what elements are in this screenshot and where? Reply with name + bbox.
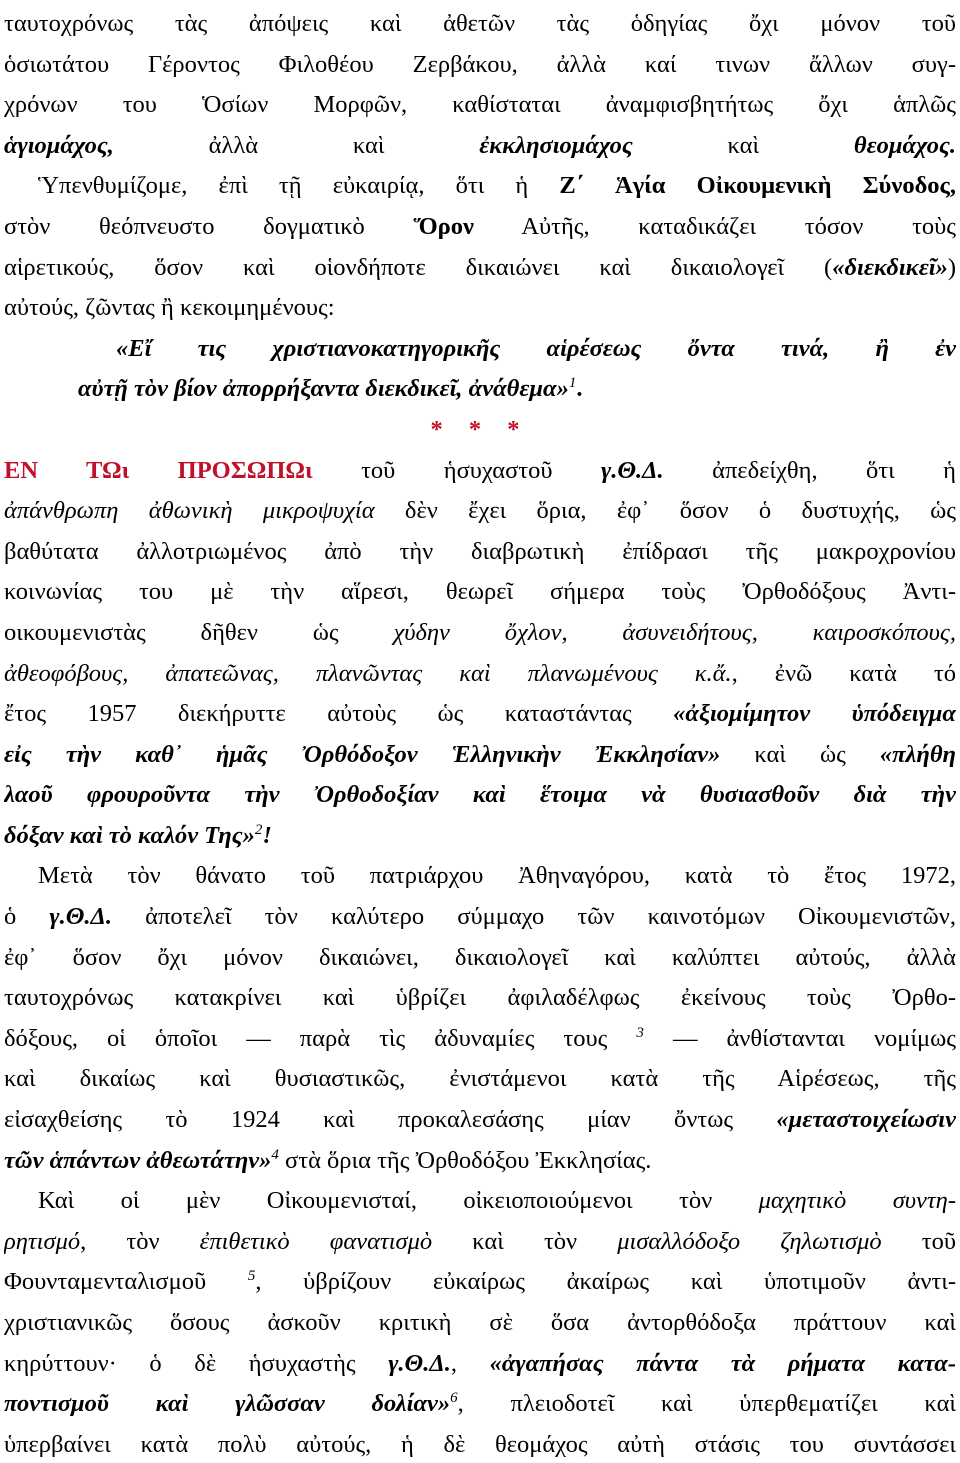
text-run: Φουνταμενταλισμοῦ — [4, 1268, 248, 1296]
text-run: βαθύτατα ἀλλοτριωμένος ἀπὸ τὴν διαβρωτικὴ ἐπίδρασι τῆς μακροχρονίου — [4, 537, 956, 565]
text-run: χριστιανικῶς ὅσους ἀσκοῦν κριτικὴ σὲ ὅσα ἀντορθόδοξα πράττουν καὶ — [4, 1309, 956, 1336]
text-line — [4, 248, 956, 289]
text-run: ἀλλὰ καὶ — [113, 131, 480, 159]
text-line — [4, 45, 956, 86]
quote-line — [4, 329, 956, 370]
text-line — [4, 166, 956, 207]
footnote-ref: 3 — [636, 1024, 644, 1041]
text-run: ἔτος 1957 διεκήρυττε αὐτοὺς ὡς καταστάντας — [4, 700, 674, 728]
footnote-ref: 1 — [568, 375, 577, 392]
text-run: ἀθεοφόβους, ἀπατεῶνας, πλανῶντας καὶ πλανωμένους κ.ἄ. — [4, 659, 732, 687]
text-run: Μετὰ τὸν θάνατο τοῦ πατριάρχου Ἀθηναγόρου, κατὰ τὸ ἔτος 1972, — [38, 862, 956, 890]
text-run: καὶ — [632, 131, 854, 159]
text-run: τοῦ — [881, 1227, 956, 1255]
text-run: Ζ΄ Ἁγία Οἰκουμενικὴ Σύνοδος, — [559, 172, 956, 200]
text-run: ταυτοχρόνως τὰς ἀπόψεις καὶ ἀθετῶν τὰς ὁδηγίας ὄχι μόνον τοῦ — [4, 10, 956, 37]
text-run: . — [576, 375, 583, 403]
text-run: , πλειοδοτεῖ καὶ ὑπερθεματίζει καὶ — [457, 1390, 956, 1418]
text-run: αἱρετικούς, ὅσον καὶ οἱονδήποτε δικαιώνει καὶ δικαιολογεῖ ( — [4, 253, 833, 281]
text-run: μαχητικὸ συντη- — [758, 1187, 956, 1215]
text-run: Αὐτῆς, καταδικάζει τόσον τοὺς — [474, 212, 956, 240]
text-run: ἀπεδείχθη, ὅτι ἡ — [663, 456, 956, 484]
text-run: ὑπερβαίνει κατὰ πολὺ αὐτούς, ἡ δὲ θεομάχος αὐτὴ στάσις του συντάσσει — [4, 1430, 956, 1458]
text-run: ὁσιωτάτου Γέροντος Φιλοθέου Ζερβάκου, ἀλλὰ καί τινων ἄλλων συγ- — [4, 50, 956, 78]
text-line — [4, 735, 956, 776]
text-run: γ.Θ.Δ. — [49, 903, 113, 931]
text-run: καὶ ὡς — [720, 740, 880, 768]
text-run: ! — [262, 821, 272, 849]
text-run: μισαλλόδοξο ζηλωτισμὸ — [617, 1227, 882, 1255]
text-run: αὐτούς, ζῶντας ἢ κεκοιμημένους: — [4, 294, 335, 322]
text-line — [4, 451, 956, 492]
text-run: ) — [947, 253, 956, 281]
text-run: χρόνων του Ὁσίων Μορφῶν, καθίσταται ἀναμφισβητήτως ὄχι ἁπλῶς — [4, 91, 956, 119]
text-line — [4, 491, 956, 532]
text-line — [4, 1262, 956, 1303]
text-line — [4, 1344, 956, 1385]
text-run: τοῦ ἡσυχαστοῦ — [312, 456, 601, 484]
text-run: κηρύττουν· ὁ δὲ ἡσυχαστὴς — [4, 1349, 389, 1377]
text-run: κοινωνίας του μὲ τὴν αἵρεσι, θεωρεῖ σήμερα τοὺς Ὀρθοδόξους Ἀντι- — [4, 578, 956, 606]
text-run: τῶν ἁπάντων ἀθεωτάτην» — [4, 1146, 272, 1174]
text-line — [4, 1303, 956, 1344]
text-line — [4, 694, 956, 735]
text-run: λαοῦ φρουροῦντα τὴν Ὀρθοδοξίαν καὶ ἕτοιμα νὰ θυσιασθοῦν διὰ τὴν — [4, 781, 956, 809]
text-run: θεομάχος. — [853, 131, 956, 159]
text-line — [4, 1059, 956, 1100]
text-run: γ.Θ.Δ. — [601, 456, 664, 484]
text-line — [4, 1181, 956, 1222]
text-run: αὐτῇ τὸν βίον ἀπορρήξαντα διεκδικεῖ, ἀνάθεμα» — [78, 375, 569, 403]
text-line — [4, 654, 956, 695]
text-line — [4, 856, 956, 897]
text-line — [4, 1384, 956, 1425]
text-line — [4, 1141, 956, 1182]
text-run: οικουμενιστὰς δῆθεν ὡς — [4, 618, 394, 646]
text-run: δὲν ἔχει ὅρια, ἐφ᾽ ὅσον ὁ δυστυχής, ὡς — [374, 497, 956, 525]
quote-line — [4, 369, 956, 410]
text-run: «διεκδικεῖ» — [832, 253, 948, 281]
text-line — [4, 897, 956, 938]
text-run: «μεταστοιχείωσιν — [776, 1106, 956, 1134]
text-run: ἐφ᾽ ὅσον ὄχι μόνον δικαιώνει, δικαιολογεῖ καὶ καλύπτει αὐτούς, ἀλλὰ — [4, 943, 956, 971]
text-run: ἀποτελεῖ τὸν καλύτερο σύμμαχο τῶν καινοτόμων Οἰκουμενιστῶν, — [112, 903, 956, 931]
text-run: ἐκκλησιομάχος — [479, 131, 633, 159]
footnote-ref: 2 — [254, 821, 263, 838]
text-run: εἰς τὴν καθ᾽ ἡμᾶς Ὀρθόδοξον Ἑλληνικὴν Ἐκκλησίαν» — [4, 740, 721, 768]
text-run: — ἀνθίστανται νομίμως — [643, 1024, 956, 1052]
text-run: γ.Θ.Δ. — [388, 1349, 451, 1377]
text-run: «πλήθη — [879, 740, 956, 768]
text-line — [4, 288, 956, 329]
text-line — [4, 1019, 956, 1060]
text-run: , — [450, 1349, 490, 1377]
text-line — [4, 1425, 956, 1463]
text-line — [4, 126, 956, 167]
text-run: Ὅρον — [413, 212, 474, 240]
text-line — [4, 4, 956, 45]
section-heading: ΕΝ ΤΩι ΠΡΟΣΩΠΩι — [4, 456, 313, 484]
text-run: , τὸν — [80, 1227, 200, 1255]
text-run: «ἀγαπήσας πάντα τὰ ρήματα κατα- — [489, 1349, 956, 1377]
text-line — [4, 1222, 956, 1263]
text-run: εἰσαχθείσης τὸ 1924 καὶ προκαλεσάσης μίαν ὄντως — [4, 1106, 777, 1134]
text-line — [4, 613, 956, 654]
text-line — [4, 816, 956, 857]
text-run: «Εἴ τις χριστιανοκατηγορικῆς αἱρέσεως ὄντα τινά, ἢ ἐν — [116, 334, 956, 362]
text-run: στὸν θεόπνευστο δογματικὸ — [4, 212, 414, 240]
text-run: καὶ δικαίως καὶ θυσιαστικῶς, ἐνιστάμενοι κατὰ τῆς Αἱρέσεως, τῆς — [4, 1065, 956, 1093]
text-run: στὰ ὅρια τῆς Ὀρθοδόξου Ἐκκλησίας. — [278, 1146, 652, 1174]
text-line — [4, 775, 956, 816]
text-run: «ἀξιομίμητον ὑπόδειγμα — [673, 700, 956, 728]
text-run: ἀπάνθρωπη ἀθωνικὴ μικροψυχία — [4, 497, 375, 525]
footnote-ref: 4 — [271, 1146, 279, 1163]
footnote-ref: 6 — [450, 1390, 458, 1407]
text-line — [4, 1100, 956, 1141]
section-separator — [4, 410, 956, 451]
text-run: ταυτοχρόνως κατακρίνει καὶ ὑβρίζει ἀφιλαδέλφως ἐκείνους τοὺς Ὀρθο- — [4, 984, 956, 1012]
text-run: ἁγιομάχος, — [4, 131, 114, 159]
text-line — [4, 938, 956, 979]
text-line — [4, 532, 956, 573]
text-run: ἐπιθετικὸ φανατισμὸ — [199, 1227, 433, 1255]
text-run: δόξους, οἱ ὁποῖοι — παρὰ τὶς ἀδυναμίες τους — [4, 1024, 637, 1052]
text-line — [4, 978, 956, 1019]
text-run: ρητισμό — [4, 1227, 81, 1255]
text-run: , ἐνῶ κατὰ τό — [731, 659, 956, 687]
text-run: ποντισμοῦ καὶ γλῶσσαν δολίαν» — [4, 1390, 451, 1418]
text-line — [4, 207, 956, 248]
text-run: δόξαν καὶ τὸ καλόν Της» — [4, 821, 255, 849]
text-run: καὶ τὸν — [432, 1227, 618, 1255]
text-run: * * * — [430, 415, 530, 443]
text-run: , ὑβρίζουν εὐκαίρως ἀκαίρως καὶ ὑποτιμοῦν ἀντι- — [255, 1268, 956, 1296]
text-run: Καὶ οἱ μὲν Οἰκουμενισταί, οἰκειοποιούμενοι τὸν — [38, 1187, 759, 1215]
text-run: Ὑπενθυμίζομε, ἐπὶ τῇ εὐκαιρίᾳ, ὅτι ἡ — [38, 172, 560, 200]
text-line — [4, 85, 956, 126]
footnote-ref: 5 — [247, 1268, 256, 1285]
text-line — [4, 572, 956, 613]
text-run: χύδην ὄχλον, ἀσυνειδήτους, καιροσκόπους, — [393, 618, 956, 646]
text-run: ὁ — [4, 903, 50, 931]
